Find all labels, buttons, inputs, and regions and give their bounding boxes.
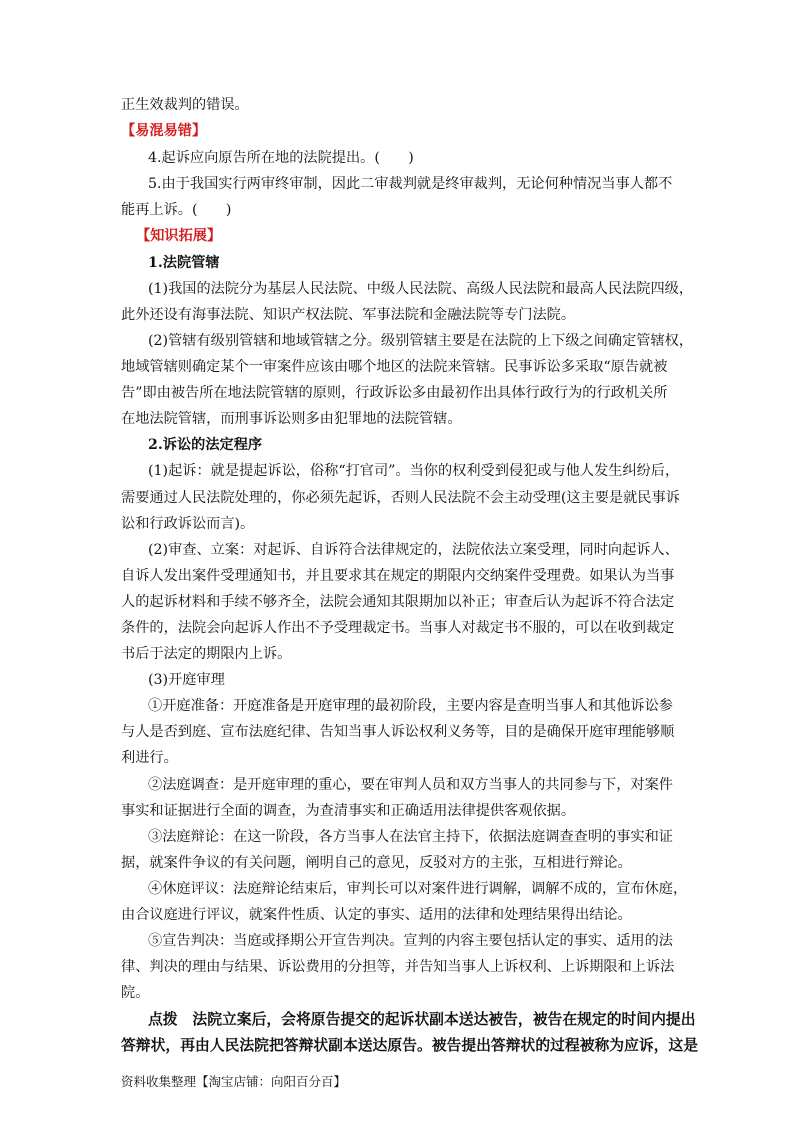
text-line: 正生效裁判的错误。 bbox=[121, 97, 249, 113]
text-line: 人的起诉材料和手续不够齐全，法院会通知其限期加以补正；审查后认为起诉不符合法定 bbox=[121, 594, 675, 610]
text-line: (2)管辖有级别管辖和地域管辖之分。级别管辖主要是在法院的上下级之间确定管辖权， bbox=[148, 333, 694, 349]
text-line: ②法庭调查：是开庭审理的重心，要在审判人员和双方当事人的共同参与下，对案件 bbox=[148, 777, 673, 793]
text-line: 由合议庭进行评议，就案件性质、认定的事实、适用的法律和处理结果得出结论。 bbox=[121, 907, 632, 923]
text-line: 据，就案件争议的有关问题，阐明自己的意见，反驳对方的主张，互相进行辩论。 bbox=[121, 855, 632, 871]
text-line: 与人是否到庭、宣布法庭纪律、告知当事人诉讼权利义务等，目的是确保开庭审理能够顺 bbox=[121, 724, 675, 740]
page-footer: 资料收集整理【淘宝店铺：向阳百分百】 bbox=[121, 1074, 347, 1089]
section-heading-confusing: 【易混易错】 bbox=[121, 123, 207, 139]
text-line: 条件的，法院会向起诉人作出不予受理裁定书。当事人对裁定书不服的，可以在收到裁定 bbox=[121, 620, 675, 636]
question-5: 5.由于我国实行两审终审制，因此二审裁判就是终审裁判，无论何种情况当事人都不 bbox=[148, 176, 673, 192]
text-line: 书后于法定的期限内上诉。 bbox=[121, 646, 292, 662]
text-line: 自诉人发出案件受理通知书，并且要求其在规定的期限内交纳案件受理费。如果认为当事 bbox=[121, 568, 675, 584]
text-line: 能再上诉。( ) bbox=[121, 202, 232, 218]
text-line: 在地法院管辖，而刑事诉讼则多由犯罪地的法院管辖。 bbox=[121, 411, 462, 427]
tip-paragraph: 点拨 法院立案后，会将原告提交的起诉状副本送达被告，被告在规定的时间内提出 bbox=[148, 1011, 696, 1028]
tip-paragraph: 答辩状，再由人民法院把答辩状副本送达原告。被告提出答辩状的过程被称为应诉，这是 bbox=[121, 1037, 699, 1054]
text-line: (2)审查、立案：对起诉、自诉符合法律规定的，法院依法立案受理，同时向起诉人、 bbox=[148, 542, 679, 558]
text-line: ④休庭评议：法庭辩论结束后，审判长可以对案件进行调解，调解不成的，宣布休庭， bbox=[148, 881, 688, 897]
text-line: 讼和行政诉讼而言)。 bbox=[121, 516, 255, 532]
text-line: (3)开庭审理 bbox=[148, 672, 225, 688]
text-line: ③法庭辩论：在这一阶段，各方当事人在法官主持下，依据法庭调查查明的事实和证 bbox=[148, 829, 673, 845]
text-line: 需要通过人民法院处理的，你必须先起诉，否则人民法院不会主动受理(这主要是就民事诉 bbox=[121, 490, 680, 506]
subheading-legal-procedure: 2.诉讼的法定程序 bbox=[148, 437, 263, 453]
section-heading-knowledge: 【知识拓展】 bbox=[136, 228, 222, 244]
subheading-court-jurisdiction: 1.法院管辖 bbox=[148, 255, 220, 271]
text-line: (1)起诉：就是提起诉讼，俗称“打官司”。当你的权利受到侵犯或与他人发生纠纷后， bbox=[148, 463, 680, 479]
text-line: 地域管辖则确定某个一审案件应该由哪个地区的法院来管辖。民事诉讼多采取“原告就被 bbox=[121, 359, 668, 375]
text-line: (1)我国的法院分为基层人民法院、中级人民法院、高级人民法院和最高人民法院四级， bbox=[148, 281, 694, 297]
text-line: 告”即由被告所在地法院管辖的原则，行政诉讼多由最初作出具体行政行为的行政机关所 bbox=[121, 385, 668, 401]
text-line: 事实和证据进行全面的调查，为查清事实和正确适用法律提供客观依据。 bbox=[121, 803, 576, 819]
question-4: 4.起诉应向原告所在地的法院提出。( ) bbox=[148, 150, 414, 166]
text-line: 院。 bbox=[121, 985, 150, 1001]
text-line: 利进行。 bbox=[121, 750, 178, 766]
text-line: 此外还设有海事法院、知识产权法院、军事法院和金融法院等专门法院。 bbox=[121, 307, 576, 323]
text-line: ⑤宣告判决：当庭或择期公开宣告判决。宣判的内容主要包括认定的事实、适用的法 bbox=[148, 933, 673, 949]
text-line: 律、判决的理由与结果、诉讼费用的分担等，并告知当事人上诉权利、上诉期限和上诉法 bbox=[121, 959, 675, 975]
text-line: ①开庭准备：开庭准备是开庭审理的最初阶段，主要内容是查明当事人和其他诉讼参 bbox=[148, 698, 673, 714]
